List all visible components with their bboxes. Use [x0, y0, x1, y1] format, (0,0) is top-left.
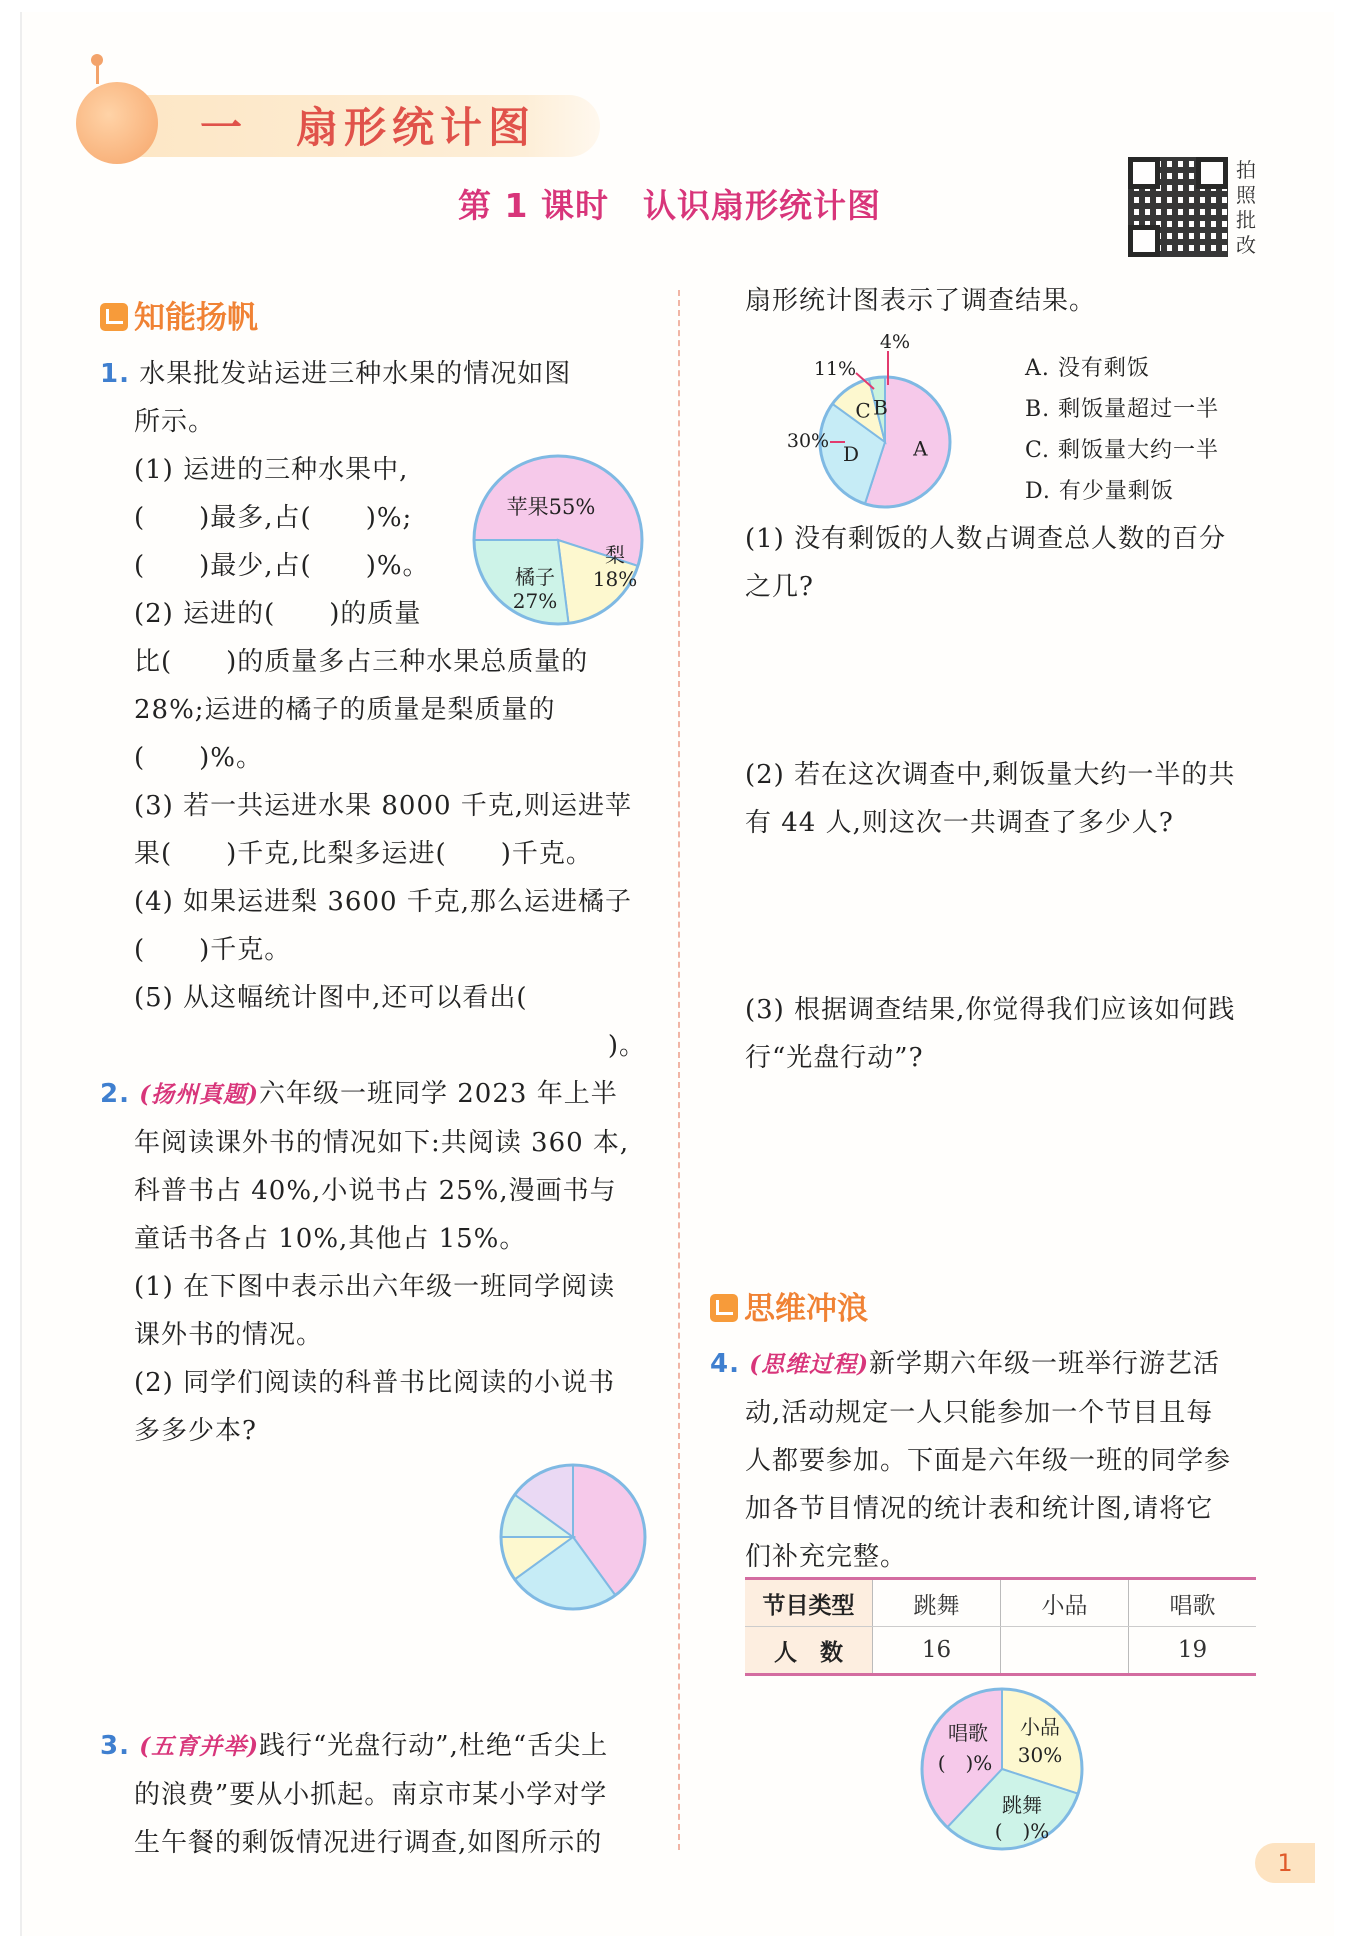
pie-label: 苹果55% [506, 495, 596, 519]
q3-pie-chart [770, 325, 990, 515]
q3-sub2: (2) 若在这次调查中,剩饭量大约一半的共 有 44 人,则这次一共调查了多少人? [745, 760, 1236, 838]
table-row-label: 人 数 [745, 1627, 873, 1675]
pie-label: 30% [1017, 1743, 1063, 1767]
table-header: 节目类型 [745, 1579, 873, 1627]
pie-label: B [873, 395, 888, 420]
table-cell[interactable] [1001, 1627, 1129, 1675]
mascot-icon [76, 82, 158, 164]
qr-label: 拍 照 批 改 [1236, 158, 1256, 257]
unit-title: 一 扇形统计图 [200, 103, 537, 152]
lesson-title: 第 1 课时 认识扇形统计图 [458, 186, 881, 225]
q2-pie-chart [493, 1457, 653, 1617]
wave-icon [710, 1294, 738, 1322]
pie-label: 4% [879, 331, 911, 353]
table-header: 小品 [1001, 1579, 1129, 1627]
q2-block: 2. (扬州真题)六年级一班同学 2023 年上半 年阅读课外书的情况如下:共阅读 360 本, 科普书占 40%,小说书占 25%,漫画书与 童话书各占 10%,其他占 15%。 (1) 在下图中表示出六年级一班同学阅读 课外书的情况。 (2) 同学们阅读的科普书比阅读的小说书 多多少本? [100, 1079, 630, 1446]
page-number: 1 [1255, 1843, 1315, 1883]
q3-continued: 扇形统计图表示了调查结果。 [745, 286, 1097, 316]
section-tag-left: 知能扬帆 [100, 292, 258, 337]
q3-sub1: (1) 没有剩饭的人数占调查总人数的百分 之几? [745, 524, 1227, 602]
table-cell: 16 [873, 1627, 1001, 1675]
pie-label: 跳舞 [1002, 1793, 1042, 1817]
q1-block: 1. 水果批发站运进三种水果的情况如图 所示。 (1) 运进的三种水果中, ( )最多,占( )%; ( )最少,占( )%。 (2) 运进的( )的质量 比( )的质量多占三种水果总质量的 28%;运进的橘子的质量是梨质量的 ( )%。 (3) 若一共运进水果 8000 千克,则运进苹 果( )千克,比梨多运进( )千克。 (4) 如果运进梨 3600 千克,那么运进橘子 ( )千克。 (5) 从这幅统计图中,还可以看出( )。 [100, 359, 646, 1061]
pie-label: 27% [512, 589, 558, 613]
section-tag-right: 思维冲浪 [710, 1283, 868, 1328]
q4-block: 4. (思维过程)新学期六年级一班举行游艺活 动,活动规定一人只能参加一个节目且每 人都要参加。下面是六年级一班的同学参 加各节目情况的统计表和统计图,请将它 们补充完整。 [710, 1349, 1232, 1572]
table-cell: 19 [1129, 1627, 1257, 1675]
pie-label: 小品 [1020, 1715, 1060, 1739]
sail-icon [100, 303, 128, 331]
table-header: 跳舞 [873, 1579, 1001, 1627]
qr-code-icon[interactable] [1128, 157, 1228, 257]
pie-label: D [842, 442, 860, 467]
column-divider [678, 290, 680, 1850]
pie-label: 梨 [605, 543, 625, 567]
pie-label: 18% [592, 567, 638, 591]
pie-label: 唱歌 [948, 1721, 988, 1745]
q4-pie-chart [910, 1682, 1090, 1857]
q3-block: 3. (五育并举)践行“光盘行动”,杜绝“舌尖上 的浪费”要从小抓起。南京市某小学对学 生午餐的剩饭情况进行调查,如图所示的 [100, 1731, 609, 1858]
q1-pie-chart [465, 452, 655, 627]
q4-table [745, 1577, 1256, 1676]
pie-label: C [855, 398, 871, 423]
table-header: 唱歌 [1129, 1579, 1257, 1627]
q3-sub3: (3) 根据调查结果,你觉得我们应该如何践 行“光盘行动”? [745, 995, 1236, 1073]
q3-legend: A. 没有剩饭 B. 剩饭量超过一半 C. 剩饭量大约一半 D. 有少量剩饭 [1025, 356, 1220, 504]
pie-label: 11% [813, 358, 857, 380]
pie-label: A [913, 436, 928, 461]
pie-label: ( )% [994, 1819, 1050, 1843]
pie-label: 30% [786, 430, 830, 452]
pie-label: ( )% [937, 1751, 993, 1775]
pie-label: 橘子 [515, 565, 555, 589]
